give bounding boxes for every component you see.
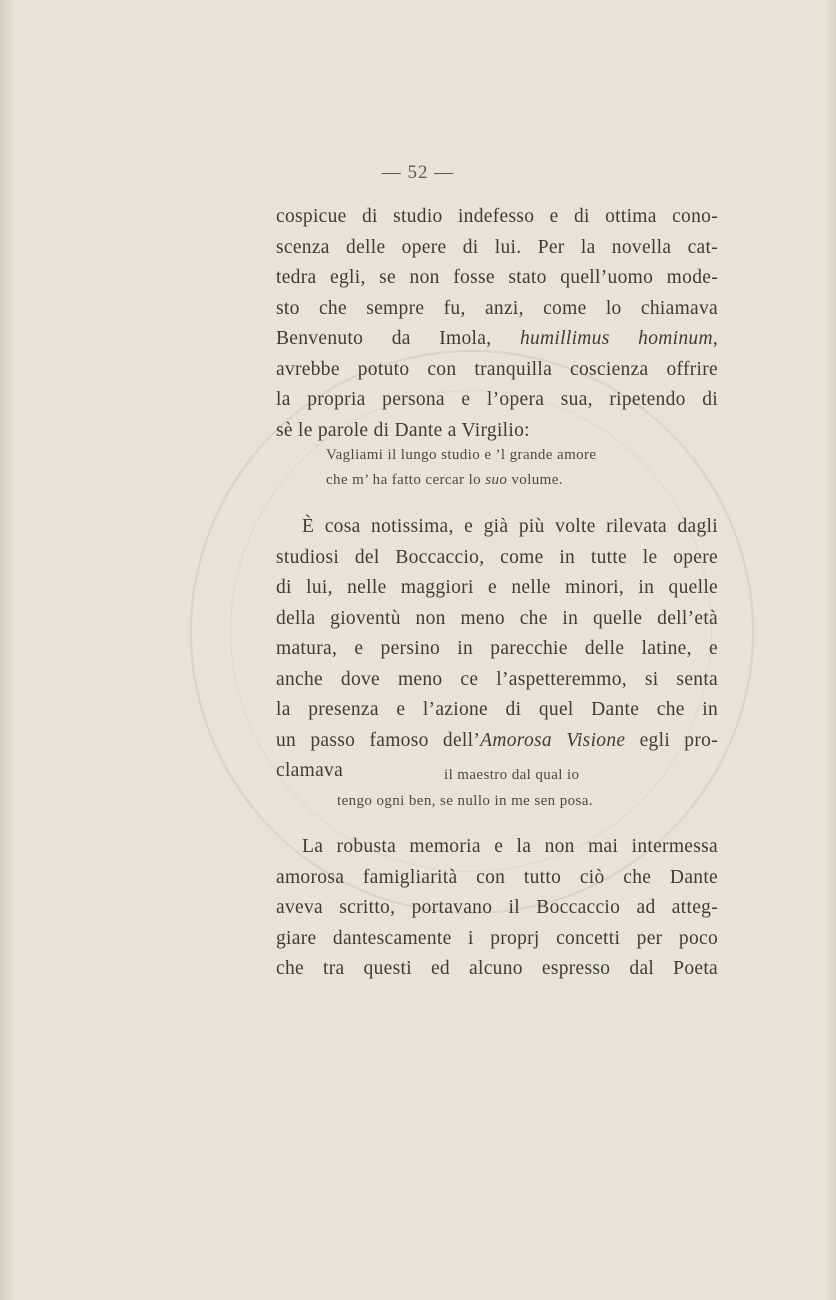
paragraph-line-with-italic [276, 324, 718, 355]
paragraph-line: aveva scritto, portavano il Boccaccio ad atteg- [276, 897, 718, 918]
paragraph-line: sto che sempre fu, anzi, come lo chiamava [276, 297, 718, 319]
verse-italic: suo [485, 472, 508, 488]
paragraph-line: amorosa famigliarità con tutto ciò che Dante [276, 866, 718, 888]
verse-line: tengo ogni ben, se nullo in me sen posa. [337, 793, 593, 809]
italic-title: Amorosa Visione [480, 729, 626, 751]
paragraph-line: la propria persona e l’opera sua, ripetendo di [276, 389, 718, 410]
verse-text: volume. [507, 472, 563, 488]
page-left-edge [0, 0, 14, 1300]
verse-line: il maestro dal qual io [444, 767, 580, 783]
paragraph-line: studiosi del Boccaccio, come in tutte le opere [276, 546, 718, 568]
paragraph-line: la presenza e l’azione di quel Dante che in [276, 699, 718, 720]
paragraph-line: matura, e persino in parecchie delle latine, e [276, 638, 718, 659]
paragraph-line-text: È cosa notissima, e già più volte rilevata dagli [302, 516, 718, 537]
page-number: — 52 — [381, 162, 455, 183]
paragraph-line: giare dantescamente i proprj concetti per poco [276, 927, 718, 949]
paragraph-line: clamava [276, 760, 344, 781]
paragraph-line: avrebbe potuto con tranquilla coscienza offrire [276, 358, 718, 380]
paragraph-1 [276, 202, 718, 446]
paragraph-line-text: Benvenuto da Imola, [276, 328, 520, 349]
paragraph-line: che tra questi ed alcuno espresso dal Poeta [276, 958, 718, 979]
verse-line [326, 468, 563, 493]
paragraph-line: tedra egli, se non fosse stato quell’uomo mode- [276, 267, 718, 288]
paragraph-line-with-italic [276, 726, 718, 757]
paragraph-2 [276, 512, 718, 787]
paragraph-line: di lui, nelle maggiori e nelle minori, in quelle [276, 577, 718, 598]
verse-line: Vagliami il lungo studio e ’l grande amore [326, 447, 597, 463]
verse-text: che m’ ha fatto cercar lo [326, 472, 486, 488]
paragraph-line [276, 512, 718, 543]
paragraph-line-text: egli pro- [625, 729, 718, 751]
paragraph-line: della gioventù non meno che in quelle dell’età [276, 607, 718, 629]
paragraph-3 [276, 832, 718, 985]
paragraph-line: sè le parole di Dante a Virgilio: [276, 419, 530, 441]
paragraph-line: cospicue di studio indefesso e di ottima cono- [276, 206, 718, 227]
paragraph-line-text: un passo famoso dell’ [276, 729, 481, 751]
page-right-edge [826, 0, 836, 1300]
italic-phrase: humillimus hominum, [519, 328, 718, 349]
paragraph-line-text: La robusta memoria e la non mai intermessa [302, 836, 718, 857]
paragraph-line [276, 832, 718, 863]
paragraph-line: scenza delle opere di lui. Per la novella cat- [276, 236, 718, 258]
paragraph-line: anche dove meno ce l’aspetteremmo, si senta [276, 668, 718, 690]
